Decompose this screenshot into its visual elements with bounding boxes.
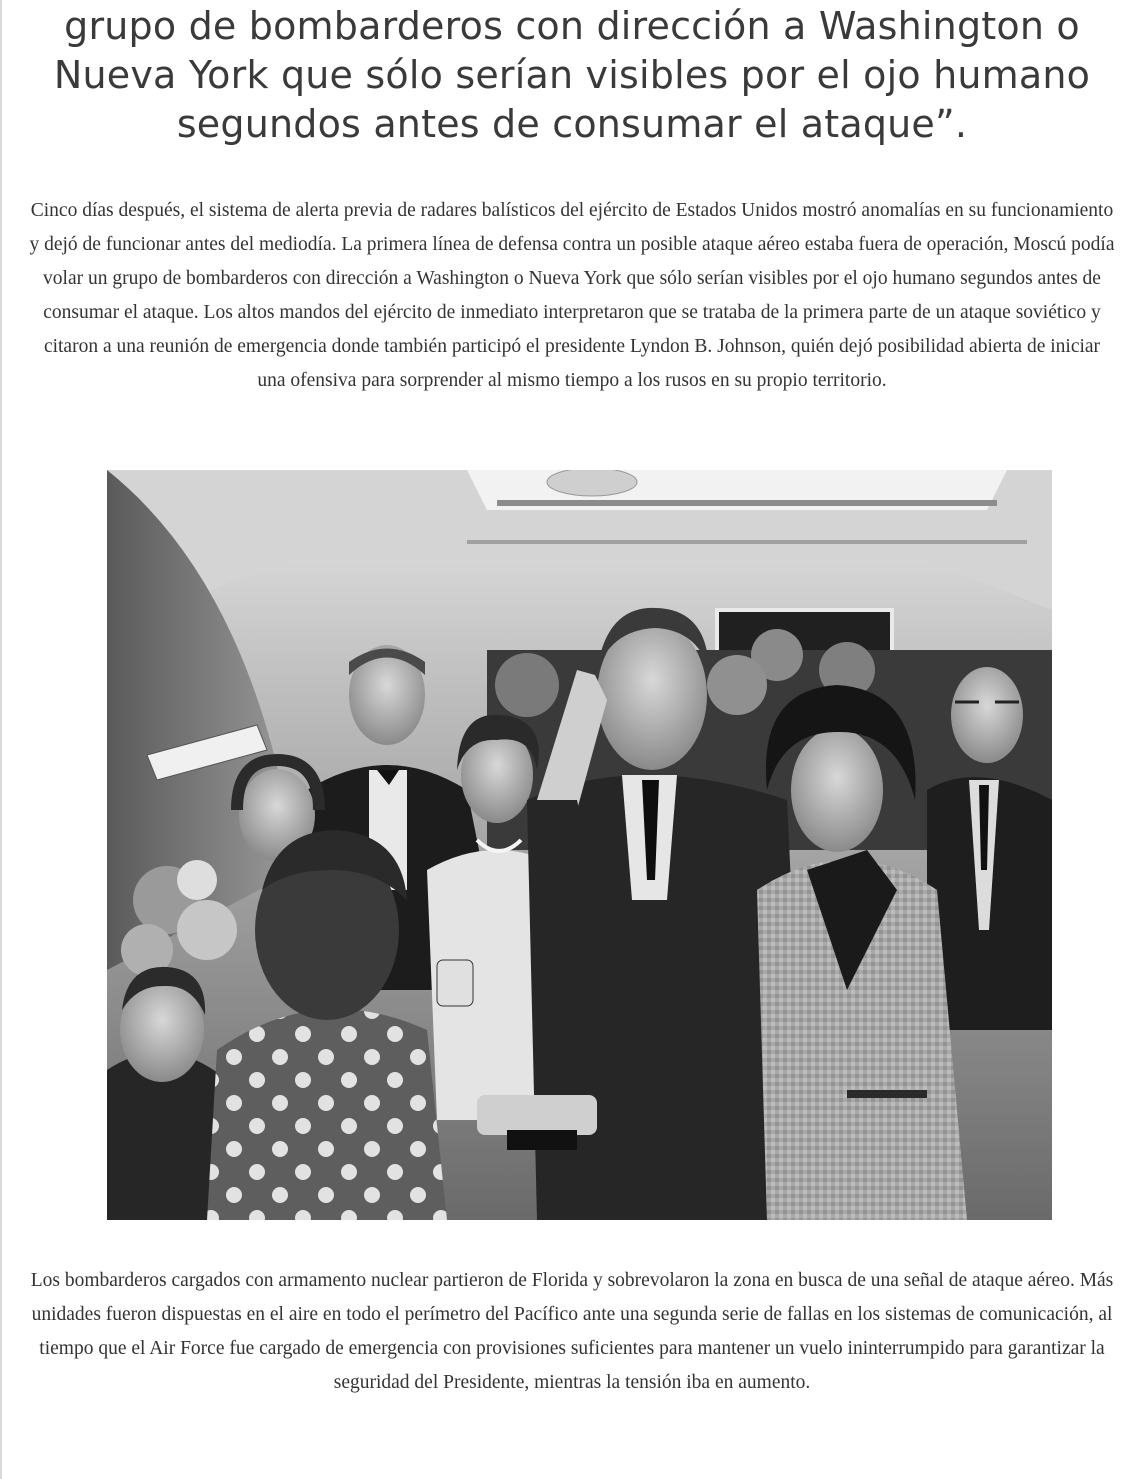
body-paragraph-2: Los bombarderos cargados con armamento nuclear partieron de Florida y sobrevolaron la zona en busca de una señal de ataque aéreo. Más unidades fueron dispuestas en el aire en todo el perímetro del Pacífico ante una segunda serie de fallas en los sistemas de comunicación, al tiempo que el Air Force fue cargado de emergencia con provisiones suficientes para mantener un vuelo ininterrumpido para garantizar la seguridad del Presidente, mientras la tensión iba en aumento. xyxy=(30,1270,1114,1393)
page-edge-rule xyxy=(0,0,2,1479)
pull-quote: grupo de bombarderos con dirección a Washington o Nueva York que sólo serían visibles por el ojo humano segundos antes de consumar el ataque”. xyxy=(53,4,1091,146)
article-photo xyxy=(107,470,1052,1220)
body-paragraph-1: Cinco días después, el sistema de alerta previa de radares balísticos del ejército de Estados Unidos mostró anomalías en su funcionamiento y dejó de funcionar antes del mediodía. La primera línea de defensa contra un posible ataque aéreo estaba fuera de operación, Moscú podía volar un grupo de bombarderos con dirección a Washington o Nueva York que sólo serían visibles por el ojo humano segundos antes de consumar el ataque. Los altos mandos del ejército de inmediato interpretaron que se trataba de la primera parte de un ataque soviético y citaron a una reunión de emergencia donde también participó el presidente Lyndon B. Johnson, quién dejó posibilidad abierta de iniciar una ofensiva para sorprender al mismo tiempo a los rusos en su propio territorio. xyxy=(29,200,1115,391)
